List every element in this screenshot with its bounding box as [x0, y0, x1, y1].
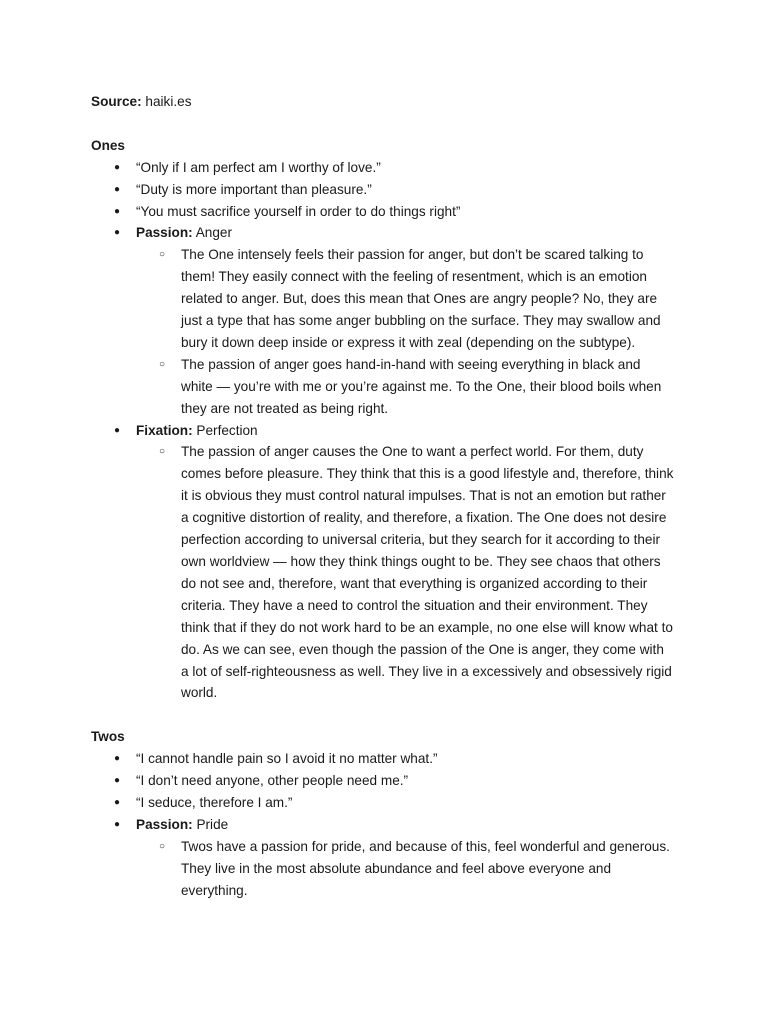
- ones-fixation-sublist: [136, 441, 691, 704]
- ones-quote-2: ● “Duty is more important than pleasure.”: [136, 179, 691, 201]
- section-heading-ones: Ones: [91, 137, 125, 153]
- ones-passion-item: [136, 222, 691, 419]
- twos-quote-3: ● “I seduce, therefore I am.”: [136, 792, 691, 814]
- ones-fixation-item: [136, 420, 691, 705]
- ones-fixation-label: Fixation:: [136, 422, 193, 438]
- ones-passion-value: Anger: [192, 225, 232, 241]
- ones-fixation-paragraph-1: ○ The passion of anger causes the One to want a perfect world. For them, duty comes before pleasure. They think that this is a good lifestyle and, therefore, think it is obvious they must control natural impulses. That is not an emotion but rather a cognitive distortion of reality, and therefore, a fixation. The One does not desire perfection according to universal criteria, but they search for it according to their own worldview — how they think things ought to be. They see chaos that others do not see and, therefore, want that everything is organized according to their criteria. They have a need to control the situation and their environment. They think that if they do not work hard to be an example, no one else will know what to do. As we can see, even though the passion of the One is anger, they come with a lot of self-righteousness as well. They live in a excessively and obsessively rigid world.: [181, 441, 675, 704]
- ones-passion-paragraph-1: ○ The One intensely feels their passion for anger, but don’t be scared talking to them! They easily connect with the feeling of resentment, which is an emotion related to anger. But, does this mean that Ones are angry people? No, they are just a type that has some anger bubbling on the surface. They may swallow and bury it down deep inside or express it with zeal (depending on the subtype).: [181, 244, 675, 354]
- section-spacer: [91, 704, 691, 726]
- twos-passion-sublist: [136, 836, 691, 902]
- twos-passion-label: Passion:: [136, 816, 193, 832]
- twos-quote-1: ● “I cannot handle pain so I avoid it no matter what.”: [136, 748, 691, 770]
- twos-passion-paragraph-1: ○ Twos have a passion for pride, and because of this, feel wonderful and generous. They live in the most absolute abundance and feel above everyone and everything.: [181, 836, 675, 902]
- ones-passion-label: Passion:: [136, 225, 193, 241]
- ones-quote-3: ● “You must sacrifice yourself in order to do things right”: [136, 201, 691, 223]
- source-value: haiki.es: [141, 94, 192, 109]
- document-page: [91, 91, 691, 902]
- source-label: Source:: [91, 94, 142, 109]
- twos-passion-item: [136, 814, 691, 902]
- ones-fixation-value: Perfection: [192, 422, 258, 438]
- ones-passion-sublist: [136, 244, 691, 419]
- twos-quote-2: ● “I don’t need anyone, other people need me.”: [136, 770, 691, 792]
- section-heading-twos: Twos: [91, 729, 125, 745]
- ones-list: [91, 157, 691, 705]
- ones-passion-paragraph-2: ○ The passion of anger goes hand-in-hand with seeing everything in black and white — you’re with me or you’re against me. To the One, their blood boils when they are not treated as being right.: [181, 354, 675, 420]
- ones-quote-1: ● “Only if I am perfect am I worthy of love.”: [136, 157, 691, 179]
- twos-passion-value: Pride: [192, 816, 229, 832]
- source-line: [91, 91, 691, 113]
- twos-list: [91, 748, 691, 901]
